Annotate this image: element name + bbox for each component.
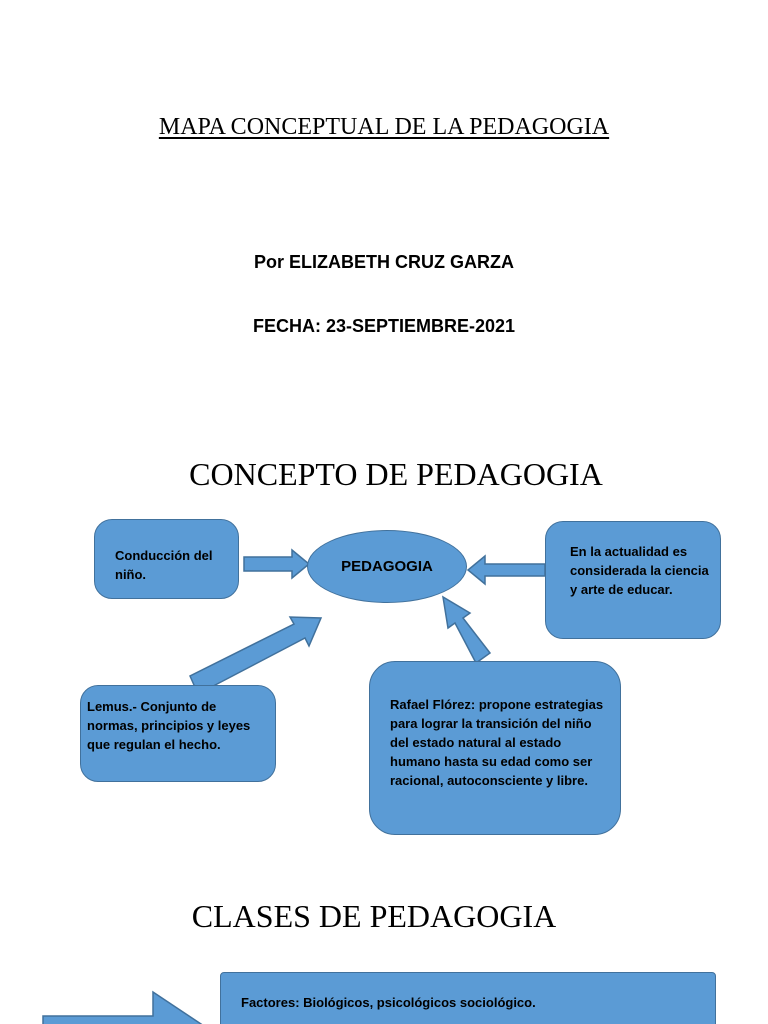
- author-line: Por ELIZABETH CRUZ GARZA: [254, 252, 514, 272]
- node-lemus: Lemus.- Conjunto de normas, principios y leyes que regulan el hecho.: [80, 685, 276, 782]
- date-line: FECHA: 23-SEPTIEMBRE-2021: [252, 316, 516, 336]
- arrow-rafael-to-center: [443, 597, 490, 663]
- arrow-actualidad-to-center: [468, 556, 545, 584]
- document-title: MAPA CONCEPTUAL DE LA PEDAGOGIA: [158, 114, 610, 140]
- node-factores: Factores: Biológicos, psicológicos sociológico.: [220, 972, 716, 1024]
- concept-section-heading: CONCEPTO DE PEDAGOGIA: [189, 456, 603, 492]
- node-rafael: Rafael Flórez: propone estrategias para lograr la transición del niño del estado natural al estado humano hasta su edad como ser racional, autoconsciente y libre.: [369, 661, 621, 835]
- node-conduccion: Conducción del niño.: [94, 519, 239, 599]
- arrow-conduccion-to-center: [244, 550, 309, 578]
- center-node-pedagogia: PEDAGOGIA: [307, 530, 467, 603]
- arrow-lemus-to-center: [190, 617, 321, 694]
- arrow-classes-pointer: [43, 992, 210, 1024]
- node-actualidad: En la actualidad es considerada la ciencia y arte de educar.: [545, 521, 721, 639]
- classes-section-heading: CLASES DE PEDAGOGIA: [191, 898, 557, 934]
